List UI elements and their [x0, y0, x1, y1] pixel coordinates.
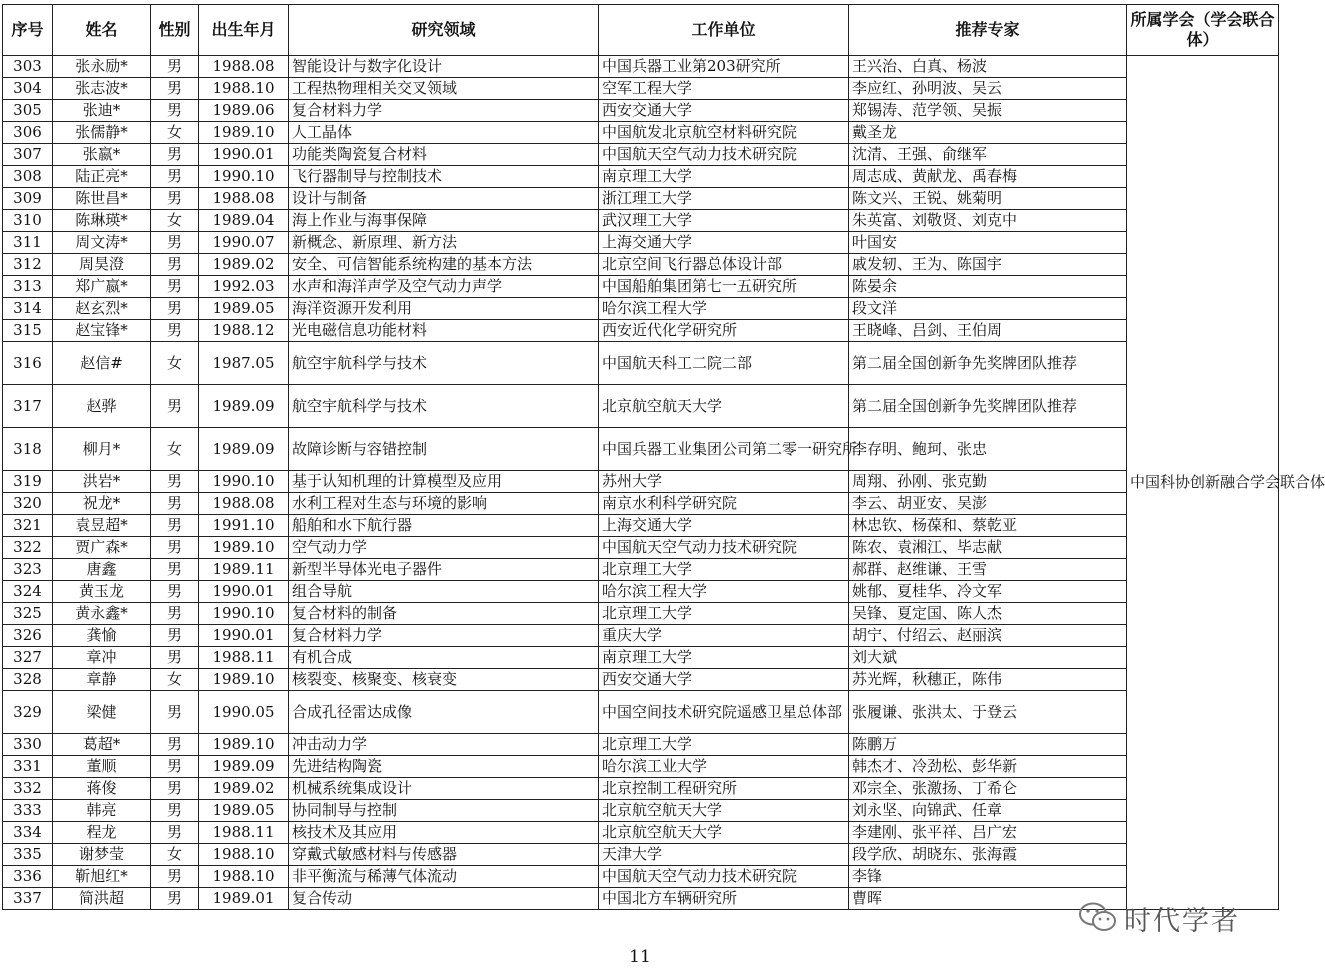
table-row: [3, 515, 1279, 537]
table-row: [3, 559, 1279, 581]
row-birth: 1990.10: [199, 603, 289, 625]
row-number: 332: [3, 778, 53, 800]
row-experts: 郑锡涛、范学领、吴振: [849, 100, 1127, 122]
row-field: 非平衡流与稀薄气体流动: [289, 866, 599, 888]
row-unit: 天津大学: [599, 844, 849, 866]
row-birth: 1988.12: [199, 320, 289, 342]
header-experts: 推荐专家: [849, 5, 1127, 56]
row-birth: 1989.06: [199, 100, 289, 122]
row-gender: 女: [151, 122, 199, 144]
table-row: [3, 144, 1279, 166]
row-birth: 1989.05: [199, 298, 289, 320]
row-name: 赵信#: [53, 342, 151, 385]
row-field: 复合材料力学: [289, 625, 599, 647]
row-number: 314: [3, 298, 53, 320]
row-field: 海上作业与海事保障: [289, 210, 599, 232]
row-gender: 男: [151, 166, 199, 188]
table-body: [3, 56, 1325, 910]
row-number: 312: [3, 254, 53, 276]
row-experts: 姚郁、夏桂华、冷文军: [849, 581, 1127, 603]
row-field: 新概念、新原理、新方法: [289, 232, 599, 254]
row-birth: 1990.01: [199, 144, 289, 166]
row-unit: 北京航空航天大学: [599, 385, 849, 428]
row-unit: 南京理工大学: [599, 647, 849, 669]
row-name: 赵骅: [53, 385, 151, 428]
row-experts: 张履谦、张洪太、于登云: [849, 691, 1127, 734]
row-gender: 男: [151, 471, 199, 493]
row-number: 323: [3, 559, 53, 581]
table-row: [3, 581, 1279, 603]
row-birth: 1988.08: [199, 188, 289, 210]
row-experts: 陈鹏万: [849, 734, 1127, 756]
row-name: 陆正亮*: [53, 166, 151, 188]
row-field: 复合材料力学: [289, 100, 599, 122]
row-number: 326: [3, 625, 53, 647]
table-row: [3, 320, 1279, 342]
row-birth: 1989.11: [199, 559, 289, 581]
row-experts: 陈晏余: [849, 276, 1127, 298]
row-unit: 中国船舶集团第七一五研究所: [599, 276, 849, 298]
row-field: 先进结构陶瓷: [289, 756, 599, 778]
row-birth: 1987.05: [199, 342, 289, 385]
row-number: 337: [3, 888, 53, 910]
row-name: 靳旭红*: [53, 866, 151, 888]
table-header-row: [3, 5, 1279, 56]
row-field: 复合材料的制备: [289, 603, 599, 625]
row-experts: 吴锋、夏定国、陈人杰: [849, 603, 1127, 625]
row-gender: 男: [151, 778, 199, 800]
row-experts: 林忠钦、杨葆和、蔡乾亚: [849, 515, 1127, 537]
row-experts: 曹晖: [849, 888, 1127, 910]
row-birth: 1989.09: [199, 428, 289, 471]
header-unit: 工作单位: [599, 5, 849, 56]
row-birth: 1991.10: [199, 515, 289, 537]
row-field: 组合导航: [289, 581, 599, 603]
row-gender: 男: [151, 385, 199, 428]
row-number: 329: [3, 691, 53, 734]
row-experts: 李锋: [849, 866, 1127, 888]
row-gender: 男: [151, 320, 199, 342]
row-unit: 北京理工大学: [599, 603, 849, 625]
row-number: 304: [3, 78, 53, 100]
row-field: 航空宇航科学与技术: [289, 385, 599, 428]
row-number: 319: [3, 471, 53, 493]
row-gender: 男: [151, 756, 199, 778]
row-field: 海洋资源开发利用: [289, 298, 599, 320]
row-gender: 男: [151, 188, 199, 210]
row-field: 安全、可信智能系统构建的基本方法: [289, 254, 599, 276]
row-experts: 沈清、王强、俞继军: [849, 144, 1127, 166]
row-field: 冲击动力学: [289, 734, 599, 756]
row-name: 陈世昌*: [53, 188, 151, 210]
row-field: 工程热物理相关交叉领域: [289, 78, 599, 100]
row-unit: 中国航天科工二院二部: [599, 342, 849, 385]
row-experts: 段学欣、胡晓东、张海霞: [849, 844, 1127, 866]
row-unit: 北京航空航天大学: [599, 800, 849, 822]
row-field: 船舶和水下航行器: [289, 515, 599, 537]
row-field: 设计与制备: [289, 188, 599, 210]
row-experts: 刘大斌: [849, 647, 1127, 669]
row-field: 光电磁信息功能材料: [289, 320, 599, 342]
row-birth: 1988.10: [199, 866, 289, 888]
row-experts: 第二届全国创新争先奖牌团队推荐: [849, 385, 1127, 428]
row-experts: 胡宁、付绍云、赵丽滨: [849, 625, 1127, 647]
row-field: 故障诊断与容错控制: [289, 428, 599, 471]
table-row: [3, 232, 1279, 254]
row-field: 基于认知机理的计算模型及应用: [289, 471, 599, 493]
row-unit: 北京空间飞行器总体设计部: [599, 254, 849, 276]
row-field: 合成孔径雷达成像: [289, 691, 599, 734]
table-row: [3, 493, 1279, 515]
row-number: 316: [3, 342, 53, 385]
row-gender: 女: [151, 844, 199, 866]
row-number: 324: [3, 581, 53, 603]
row-experts: 李存明、鲍珂、张忠: [849, 428, 1127, 471]
row-gender: 男: [151, 515, 199, 537]
row-field: 穿戴式敏感材料与传感器: [289, 844, 599, 866]
table-row: [3, 756, 1279, 778]
row-name: 韩亮: [53, 800, 151, 822]
row-field: 智能设计与数字化设计: [289, 56, 599, 78]
row-name: 谢梦莹: [53, 844, 151, 866]
row-gender: 男: [151, 232, 199, 254]
row-number: 335: [3, 844, 53, 866]
table-row: [3, 537, 1279, 559]
row-experts: 邓宗全、张激扬、丁希仑: [849, 778, 1127, 800]
row-gender: 男: [151, 603, 199, 625]
row-unit: 南京水利科学研究院: [599, 493, 849, 515]
row-experts: 刘永坚、向锦武、任章: [849, 800, 1127, 822]
table-row: [3, 210, 1279, 232]
row-field: 新型半导体光电子器件: [289, 559, 599, 581]
row-birth: 1989.04: [199, 210, 289, 232]
row-name: 董顺: [53, 756, 151, 778]
table-row: [3, 56, 1279, 78]
row-name: 周文涛*: [53, 232, 151, 254]
table-row: [3, 734, 1279, 756]
row-experts: 第二届全国创新争先奖牌团队推荐: [849, 342, 1127, 385]
row-birth: 1990.01: [199, 581, 289, 603]
row-experts: 李应红、孙明波、吴云: [849, 78, 1127, 100]
row-name: 张儒静*: [53, 122, 151, 144]
row-gender: 男: [151, 866, 199, 888]
row-experts: 郝群、赵维谦、王雪: [849, 559, 1127, 581]
row-gender: 男: [151, 298, 199, 320]
row-number: 306: [3, 122, 53, 144]
row-number: 313: [3, 276, 53, 298]
row-unit: 西安交通大学: [599, 100, 849, 122]
table-row: [3, 276, 1279, 298]
row-birth: 1990.07: [199, 232, 289, 254]
row-name: 蒋俊: [53, 778, 151, 800]
table-row: [3, 778, 1279, 800]
row-field: 水利工程对生态与环境的影响: [289, 493, 599, 515]
row-name: 陈琳瑛*: [53, 210, 151, 232]
row-birth: 1988.08: [199, 493, 289, 515]
row-number: 336: [3, 866, 53, 888]
row-number: 315: [3, 320, 53, 342]
row-birth: 1992.03: [199, 276, 289, 298]
table-row: [3, 188, 1279, 210]
table-row: [3, 844, 1279, 866]
row-unit: 空军工程大学: [599, 78, 849, 100]
row-birth: 1988.08: [199, 56, 289, 78]
row-experts: 陈农、袁湘江、毕志献: [849, 537, 1127, 559]
row-birth: 1989.09: [199, 385, 289, 428]
row-unit: 上海交通大学: [599, 232, 849, 254]
row-field: 人工晶体: [289, 122, 599, 144]
row-experts: 戴圣龙: [849, 122, 1127, 144]
row-name: 唐鑫: [53, 559, 151, 581]
row-unit: 中国航天空气动力技术研究院: [599, 537, 849, 559]
row-gender: 男: [151, 691, 199, 734]
row-unit: 中国空间技术研究院遥感卫星总体部: [599, 691, 849, 734]
row-gender: 女: [151, 669, 199, 691]
row-birth: 1989.10: [199, 734, 289, 756]
row-name: 赵宝锋*: [53, 320, 151, 342]
row-unit: 哈尔滨工程大学: [599, 298, 849, 320]
table-row: [3, 342, 1279, 385]
row-number: 328: [3, 669, 53, 691]
row-experts: 周翔、孙刚、张克勤: [849, 471, 1127, 493]
row-field: 机械系统集成设计: [289, 778, 599, 800]
row-gender: 男: [151, 493, 199, 515]
row-birth: 1989.09: [199, 756, 289, 778]
row-name: 葛超*: [53, 734, 151, 756]
row-gender: 男: [151, 559, 199, 581]
row-name: 张嬴*: [53, 144, 151, 166]
header-birth: 出生年月: [199, 5, 289, 56]
row-unit: 武汉理工大学: [599, 210, 849, 232]
row-unit: 浙江理工大学: [599, 188, 849, 210]
row-number: 311: [3, 232, 53, 254]
row-unit: 北京控制工程研究所: [599, 778, 849, 800]
row-birth: 1989.02: [199, 254, 289, 276]
row-unit: 西安交通大学: [599, 669, 849, 691]
watermark-text: 时代学者: [1124, 905, 1240, 937]
row-unit: 苏州大学: [599, 471, 849, 493]
row-experts: 苏光辉，秋穗正，陈伟: [849, 669, 1127, 691]
row-gender: 男: [151, 144, 199, 166]
row-birth: 1989.10: [199, 122, 289, 144]
row-birth: 1988.10: [199, 78, 289, 100]
row-unit: 北京理工大学: [599, 734, 849, 756]
row-field: 有机合成: [289, 647, 599, 669]
row-birth: 1990.10: [199, 166, 289, 188]
row-unit: 哈尔滨工业大学: [599, 756, 849, 778]
row-birth: 1990.01: [199, 625, 289, 647]
row-gender: 男: [151, 734, 199, 756]
row-name: 龚愉: [53, 625, 151, 647]
row-field: 水声和海洋声学及空气动力声学: [289, 276, 599, 298]
row-experts: 周志成、黄献龙、禹春梅: [849, 166, 1127, 188]
row-unit: 中国航天空气动力技术研究院: [599, 866, 849, 888]
row-unit: 重庆大学: [599, 625, 849, 647]
society-cell: 中国科协创新融合学会联合体: [1127, 56, 1279, 910]
table-row: [3, 647, 1279, 669]
row-gender: 女: [151, 210, 199, 232]
row-name: 梁健: [53, 691, 151, 734]
row-name: 赵玄烈*: [53, 298, 151, 320]
table-row: [3, 625, 1279, 647]
row-experts: 王兴治、白真、杨波: [849, 56, 1127, 78]
row-birth: 1990.05: [199, 691, 289, 734]
table-row: [3, 691, 1279, 734]
row-gender: 男: [151, 647, 199, 669]
row-unit: 西安近代化学研究所: [599, 320, 849, 342]
row-number: 317: [3, 385, 53, 428]
row-name: 柳月*: [53, 428, 151, 471]
table-row: [3, 385, 1279, 428]
recommendation-table: [2, 4, 1325, 910]
row-number: 334: [3, 822, 53, 844]
row-number: 330: [3, 734, 53, 756]
row-name: 黄玉龙: [53, 581, 151, 603]
row-field: 协同制导与控制: [289, 800, 599, 822]
row-experts: 朱英富、刘敬贤、刘克中: [849, 210, 1127, 232]
row-number: 333: [3, 800, 53, 822]
row-experts: 叶国安: [849, 232, 1127, 254]
row-gender: 男: [151, 537, 199, 559]
row-field: 空气动力学: [289, 537, 599, 559]
table-row: [3, 298, 1279, 320]
table-row: [3, 471, 1279, 493]
row-experts: 韩杰才、冷劲松、彭华新: [849, 756, 1127, 778]
row-birth: 1988.11: [199, 647, 289, 669]
wechat-icon: [1078, 901, 1118, 935]
table-row: [3, 166, 1279, 188]
row-gender: 男: [151, 254, 199, 276]
row-number: 303: [3, 56, 53, 78]
row-gender: 男: [151, 800, 199, 822]
row-gender: 女: [151, 342, 199, 385]
row-unit: 中国航发北京航空材料研究院: [599, 122, 849, 144]
row-number: 310: [3, 210, 53, 232]
row-unit: 中国兵器工业集团公司第二零一研究所: [599, 428, 849, 471]
header-society: 所属学会（学会联合体）: [1127, 5, 1279, 56]
table-row: [3, 122, 1279, 144]
row-number: 321: [3, 515, 53, 537]
row-birth: 1989.01: [199, 888, 289, 910]
header-name: 姓名: [53, 5, 151, 56]
row-birth: 1989.05: [199, 800, 289, 822]
header-field: 研究领域: [289, 5, 599, 56]
row-experts: 戚发轫、王为、陈国宇: [849, 254, 1127, 276]
row-gender: 男: [151, 100, 199, 122]
row-name: 章冲: [53, 647, 151, 669]
row-name: 章静: [53, 669, 151, 691]
row-unit: 北京航空航天大学: [599, 822, 849, 844]
table-row: [3, 603, 1279, 625]
row-name: 祝龙*: [53, 493, 151, 515]
row-unit: 中国北方车辆研究所: [599, 888, 849, 910]
row-number: 307: [3, 144, 53, 166]
row-name: 张迪*: [53, 100, 151, 122]
table-row: [3, 669, 1279, 691]
row-unit: 中国兵器工业第203研究所: [599, 56, 849, 78]
row-name: 张志波*: [53, 78, 151, 100]
row-name: 程龙: [53, 822, 151, 844]
row-birth: 1989.10: [199, 537, 289, 559]
row-gender: 女: [151, 428, 199, 471]
row-name: 郑广嬴*: [53, 276, 151, 298]
row-name: 简洪超: [53, 888, 151, 910]
row-experts: 李建刚、张平祥、吕广宏: [849, 822, 1127, 844]
header-no: 序号: [3, 5, 53, 56]
row-experts: 陈文兴、王锐、姚菊明: [849, 188, 1127, 210]
table-row: [3, 100, 1279, 122]
row-number: 322: [3, 537, 53, 559]
row-gender: 男: [151, 822, 199, 844]
row-unit: 北京理工大学: [599, 559, 849, 581]
row-field: 核技术及其应用: [289, 822, 599, 844]
row-number: 305: [3, 100, 53, 122]
row-field: 飞行器制导与控制技术: [289, 166, 599, 188]
row-gender: 男: [151, 888, 199, 910]
row-birth: 1988.11: [199, 822, 289, 844]
row-name: 袁昱超*: [53, 515, 151, 537]
table-row: [3, 254, 1279, 276]
row-birth: 1990.10: [199, 471, 289, 493]
row-field: 核裂变、核聚变、核衰变: [289, 669, 599, 691]
row-experts: 段文洋: [849, 298, 1127, 320]
row-unit: 上海交通大学: [599, 515, 849, 537]
row-birth: 1989.02: [199, 778, 289, 800]
row-number: 331: [3, 756, 53, 778]
row-name: 黄永鑫*: [53, 603, 151, 625]
row-gender: 男: [151, 276, 199, 298]
row-number: 309: [3, 188, 53, 210]
row-unit: 中国航天空气动力技术研究院: [599, 144, 849, 166]
row-field: 复合传动: [289, 888, 599, 910]
row-experts: 王晓峰、吕剑、王伯周: [849, 320, 1127, 342]
table-row: [3, 822, 1279, 844]
row-unit: 哈尔滨工程大学: [599, 581, 849, 603]
row-number: 325: [3, 603, 53, 625]
row-experts: 李云、胡亚安、吴澎: [849, 493, 1127, 515]
row-name: 贾广森*: [53, 537, 151, 559]
row-number: 320: [3, 493, 53, 515]
row-birth: 1989.10: [199, 669, 289, 691]
table-row: [3, 78, 1279, 100]
row-gender: 男: [151, 625, 199, 647]
row-gender: 男: [151, 56, 199, 78]
page-number: 11: [629, 947, 651, 967]
table-row: [3, 800, 1279, 822]
table-row: [3, 428, 1279, 471]
row-name: 洪岩*: [53, 471, 151, 493]
row-birth: 1988.10: [199, 844, 289, 866]
row-field: 航空宇航科学与技术: [289, 342, 599, 385]
row-field: 功能类陶瓷复合材料: [289, 144, 599, 166]
row-name: 周昊澄: [53, 254, 151, 276]
row-number: 308: [3, 166, 53, 188]
row-unit: 南京理工大学: [599, 166, 849, 188]
row-number: 318: [3, 428, 53, 471]
watermark: [1078, 898, 1268, 938]
row-gender: 男: [151, 78, 199, 100]
row-number: 327: [3, 647, 53, 669]
header-gender: 性别: [151, 5, 199, 56]
table-row: [3, 866, 1279, 888]
row-name: 张永励*: [53, 56, 151, 78]
row-gender: 男: [151, 581, 199, 603]
